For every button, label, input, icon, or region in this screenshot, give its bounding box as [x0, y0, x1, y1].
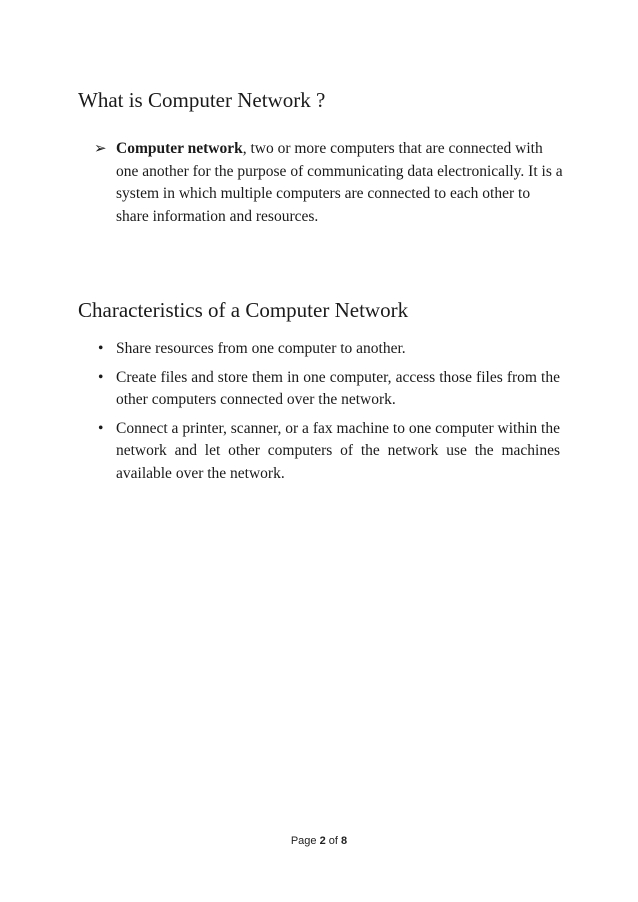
- page-current-number: 2: [319, 835, 326, 847]
- characteristics-list: [96, 338, 560, 491]
- definition-text: [116, 138, 564, 228]
- bullet-dot-icon: •: [98, 419, 104, 437]
- definition-body: , two or more computers that are connected with one another for the purpose of communicating data electronically. It is a system in which multiple computers are connected to each other to share information and resources.: [116, 140, 563, 225]
- list-item: [96, 367, 560, 412]
- bullet-dot-icon: •: [98, 368, 104, 386]
- definition-paragraph: [94, 138, 564, 228]
- section-title-characteristics: Characteristics of a Computer Network: [78, 298, 409, 322]
- list-item-text: Share resources from one computer to another.: [116, 340, 406, 357]
- page-footer: [0, 835, 638, 847]
- section-title-computer-network: What is Computer Network ?: [78, 88, 326, 112]
- list-item: [96, 418, 560, 486]
- list-item-text: Create files and store them in one computer, access those files from the other computers connected over the network.: [116, 368, 560, 408]
- list-item-text: Connect a printer, scanner, or a fax machine to one computer within the network and let other computers of the network use the machines available over the network.: [116, 419, 560, 482]
- list-item: [96, 338, 560, 361]
- page-label-middle: of: [325, 835, 342, 847]
- definition-term: Computer network: [116, 140, 243, 157]
- arrow-bullet-icon: ➢: [94, 141, 107, 157]
- page-total-number: 8: [341, 835, 348, 847]
- page-label-prefix: Page: [290, 835, 320, 847]
- bullet-dot-icon: •: [98, 340, 104, 357]
